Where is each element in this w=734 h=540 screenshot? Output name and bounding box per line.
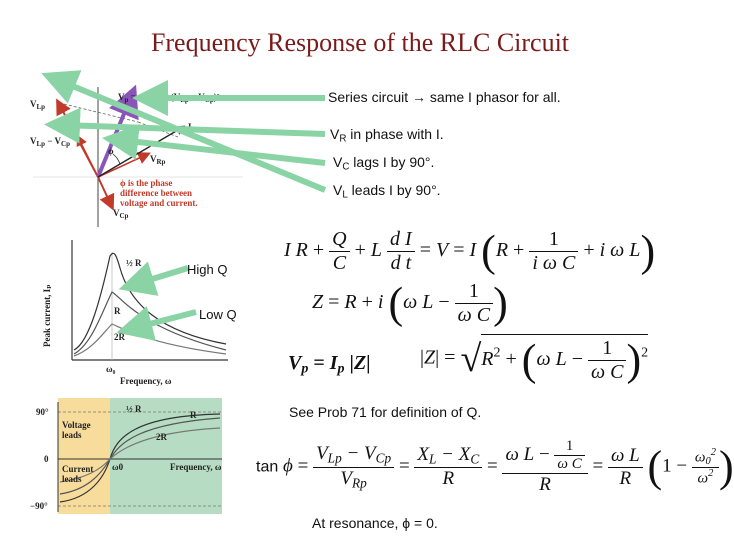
current-leads-2: leads [62,474,82,484]
slide-title: Frequency Response of the RLC Circuit [150,28,570,57]
note-low-q: Low Q [199,307,237,322]
caption-line-2: difference between [120,188,193,198]
omega0-label: ω₀ [106,364,116,374]
resonance-x-axis-label: Frequency, ω [120,376,172,386]
caption-line-3: voltage and current. [120,198,198,208]
current-leads-1: Current [62,464,94,474]
label-r: R [114,306,121,316]
label-half-r: ½ R [126,258,142,268]
vp-formula-label: $V_p = √V^2_{Rp} + (V_{Lp} - V_{Cp})^2$ [118,92,220,104]
phase-label-2r: 2R [156,432,167,442]
equation-vp: $V_p = I_p$ |Z| [288,352,371,377]
arrow-to-low-q [134,312,196,328]
note-vc: $V_C$ lags I by 90°. [333,154,435,173]
phase-tick-0: 0 [44,454,49,464]
phase-omega0-label: ω0 [112,462,124,472]
note-series: Series circuit → same I phasor for all. [328,89,561,105]
voltage-leads-2: leads [62,430,82,440]
phase-label-r: R [190,410,197,420]
arrow-to-vc [120,140,325,163]
equation-impedance: Z = R + i (ω L − $\frac{1}{\text{ω C}}$ ) [312,278,508,328]
caption-line-1: ϕ is the phase [120,178,173,188]
phase-tick-neg90: −90° [30,501,48,511]
ip-label: $I_p$ [188,122,196,134]
phase-tick-90: 90° [36,407,49,417]
label-2r: 2R [114,332,125,342]
equation-kvl: I R + $\frac{Q}{C}$ + L $\frac{\text{d I}}{\text{d t}}$ = V = I (R + $\frac{1}{\text{i ω C}}$ + i ω L) [284,226,656,276]
phi-label: ϕ [108,146,114,156]
note-high-q: High Q [187,262,228,277]
phase-label-half-r: ½ R [126,404,142,414]
vcp-label: $V_{Cp}$ [113,208,129,220]
resonance-y-axis-label: Peak current, Iₚ [42,284,52,347]
equation-modz: $|Z| = √R^2 + (\omega$ L − $\frac{1}{\text{ω C}}$ )$^2$ [420,335,649,385]
equation-tan-phi: tan ϕ = $\frac{V_{Lp} - V_{Cp}}{V_{Rp}}$ = $\frac{X_L - X_C}{R}$ = ω L − $\frac{1}{\text{ω C}}$ R = $\frac{\text{ω L}}{R}$ (1 − $\frac{\omega_0^2}{\omega^2}$ ) [256,438,734,495]
note-resonance: At resonance, ϕ = 0. [312,515,438,531]
voltage-leads-1: Voltage [62,420,91,430]
vlp-minus-vcp-label: $V_{Lp} - V_{Cp}$ [30,136,70,148]
note-vl: $V_L$ leads I by 90°. [333,182,441,201]
note-see-prob: See Prob 71 for definition of Q. [289,404,482,420]
note-vr: $V_R$ in phase with I. [330,126,444,145]
phase-x-axis-label: Frequency, ω [170,462,222,472]
vrp-label: $V_{Rp}$ [150,154,166,166]
vlp-label: $V_{Lp}$ [30,99,46,111]
arrow-to-high-q [136,268,188,284]
